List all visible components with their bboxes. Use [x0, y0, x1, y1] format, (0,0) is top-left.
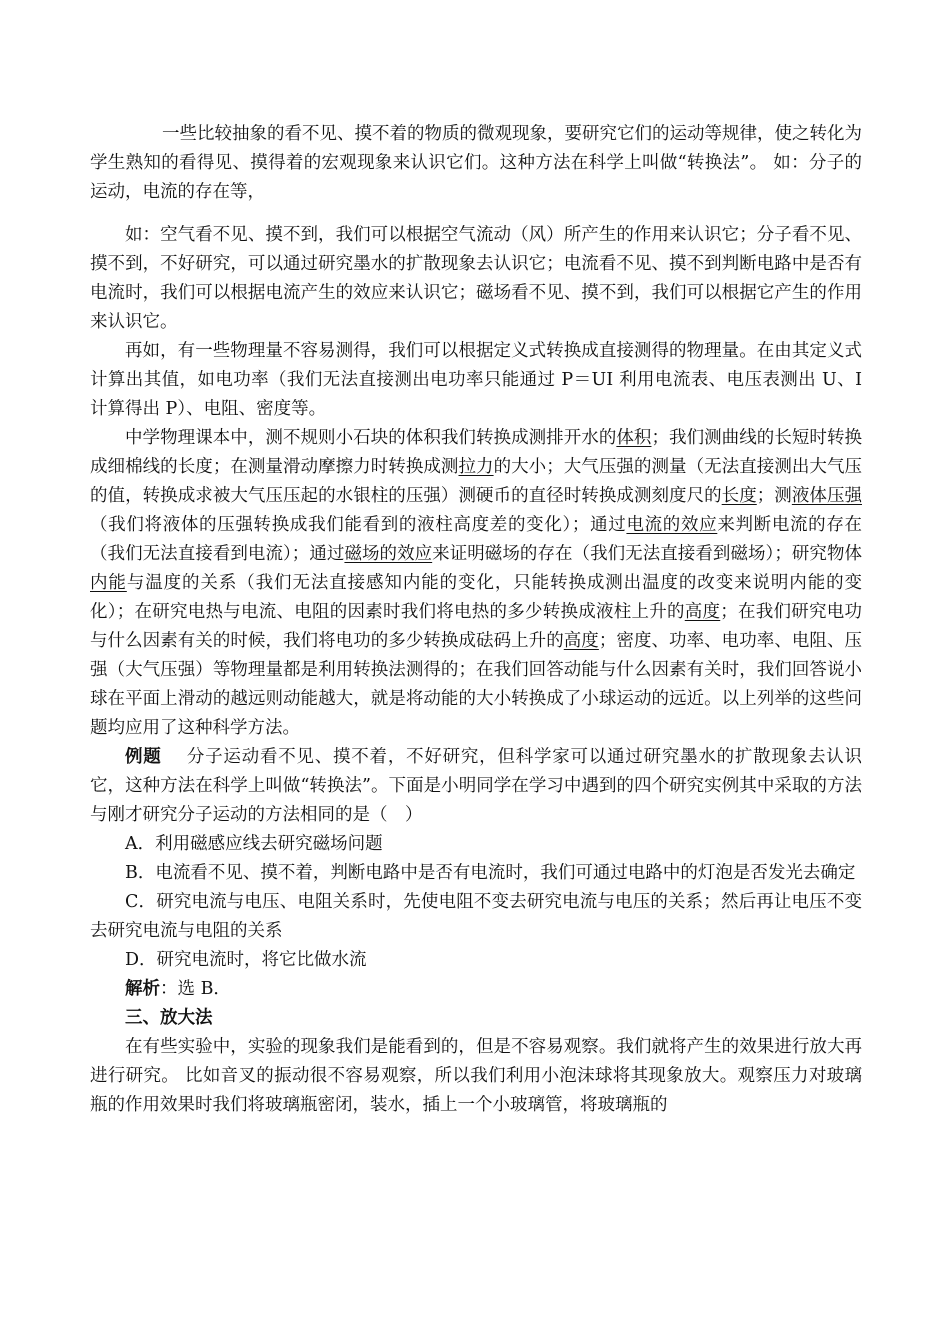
- option-d: D．研究电流时，将它比做水流: [125, 950, 367, 970]
- option-c: C．研究电流与电压、电阻关系时，先使电阻不变去研究电流与电压的关系；然后再让电压不变去研究电流与电阻的关系: [90, 892, 862, 941]
- option-b: B．电流看不见、摸不着，判断电路中是否有电流时，我们可通过电路中的灯泡是否发光去确定: [125, 863, 856, 883]
- answer-label: 解析: [125, 979, 160, 999]
- textbook-paragraph: 中学物理课本中，测不规则小石块的体积我们转换成测排开水的体积；我们测曲线的长短时转换成细棉线的长度；在测量滑动摩擦力时转换成测拉力的大小；大气压强的测量（无法直接测出大气压的值，转换成求被大气压压起的水银柱的压强）测硬币的直径时转换成测刻度尺的长度；测液体压强（我们将液体的压强转换成我们能看到的液柱高度差的变化）；通过电流的效应来判断电流的存在（我们无法直接看到电流）；通过磁场的效应来证明磁场的存在（我们无法直接看到磁场）；研究物体内能与温度的关系（我们无法直接感知内能的变化，只能转换成测出温度的改变来说明内能的变化）；在研究电热与电流、电阻的因素时我们将电热的多少转换成液柱上升的高度；在我们研究电功与什么因素有关的时候，我们将电功的多少转换成砝码上升的高度；密度、功率、电功率、电阻、压强（大气压强）等物理量都是利用转换法测得的；在我们回答动能与什么因素有关时，我们回答说小球在平面上滑动的越远则动能越大，就是将动能的大小转换成了小球运动的远近。以上列举的这些问题均应用了这种科学方法。: [90, 428, 863, 738]
- underlined-term: 电流的效应: [626, 515, 718, 535]
- underlined-term: 液体压强: [791, 486, 862, 506]
- intro-paragraph: 一些比较抽象的看不见、摸不着的物质的微观现象，要研究它们的运动等规律，使之转化为学生熟知的看得见、摸得着的宏观现象来认识它们。这种方法在科学上叫做“转换法”。 如：分子的运动，电流的存在等，: [90, 124, 862, 202]
- underlined-term: 拉力: [458, 457, 494, 477]
- amplification-paragraph: 在有些实验中，实验的现象我们是能看到的，但是不容易观察。我们就将产生的效果进行放大再进行研究。 比如音叉的振动很不容易观察，所以我们利用小泡沫球将其现象放大。观察压力对玻璃瓶的作用效果时我们将玻璃瓶密闭，装水，插上一个小玻璃管，将玻璃瓶的: [90, 1037, 862, 1115]
- section-heading: 三、放大法: [125, 1008, 213, 1028]
- example-label: 例题: [125, 747, 162, 767]
- option-a: A．利用磁感应线去研究磁场问题: [125, 834, 383, 854]
- underlined-term: 长度: [721, 486, 757, 506]
- underlined-term: 内能: [90, 573, 127, 593]
- example-question: 例题 分子运动看不见、摸不着，不好研究，但科学家可以通过研究墨水的扩散现象去认识它，这种方法在科学上叫做“转换法”。下面是小明同学在学习中遇到的四个研究实例其中采取的方法与刚才研究分子运动的方法相同的是（ ）: [90, 747, 863, 825]
- underlined-term: 磁场的效应: [344, 544, 433, 564]
- definition-paragraph: 再如，有一些物理量不容易测得，我们可以根据定义式转换成直接测得的物理量。在由其定义式计算出其值，如电功率（我们无法直接测出电功率只能通过 P＝UI 利用电流表、电压表测出 U、I 计算得出 P）、电阻、密度等。: [90, 341, 862, 419]
- underlined-term: 高度: [684, 602, 721, 622]
- document-page: [90, 120, 862, 1120]
- underlined-term: 高度: [563, 631, 599, 651]
- examples-paragraph: 如：空气看不见、摸不到，我们可以根据空气流动（风）所产生的作用来认识它；分子看不见、摸不到，不好研究，可以通过研究墨水的扩散现象去认识它；电流看不见、摸不到判断电路中是否有电流时，我们可以根据电流产生的效应来认识它；磁场看不见、摸不到，我们可以根据它产生的作用来认识它。: [90, 225, 862, 332]
- answer-line: 解析：选 B．: [125, 979, 231, 999]
- underlined-term: 体积: [616, 428, 652, 448]
